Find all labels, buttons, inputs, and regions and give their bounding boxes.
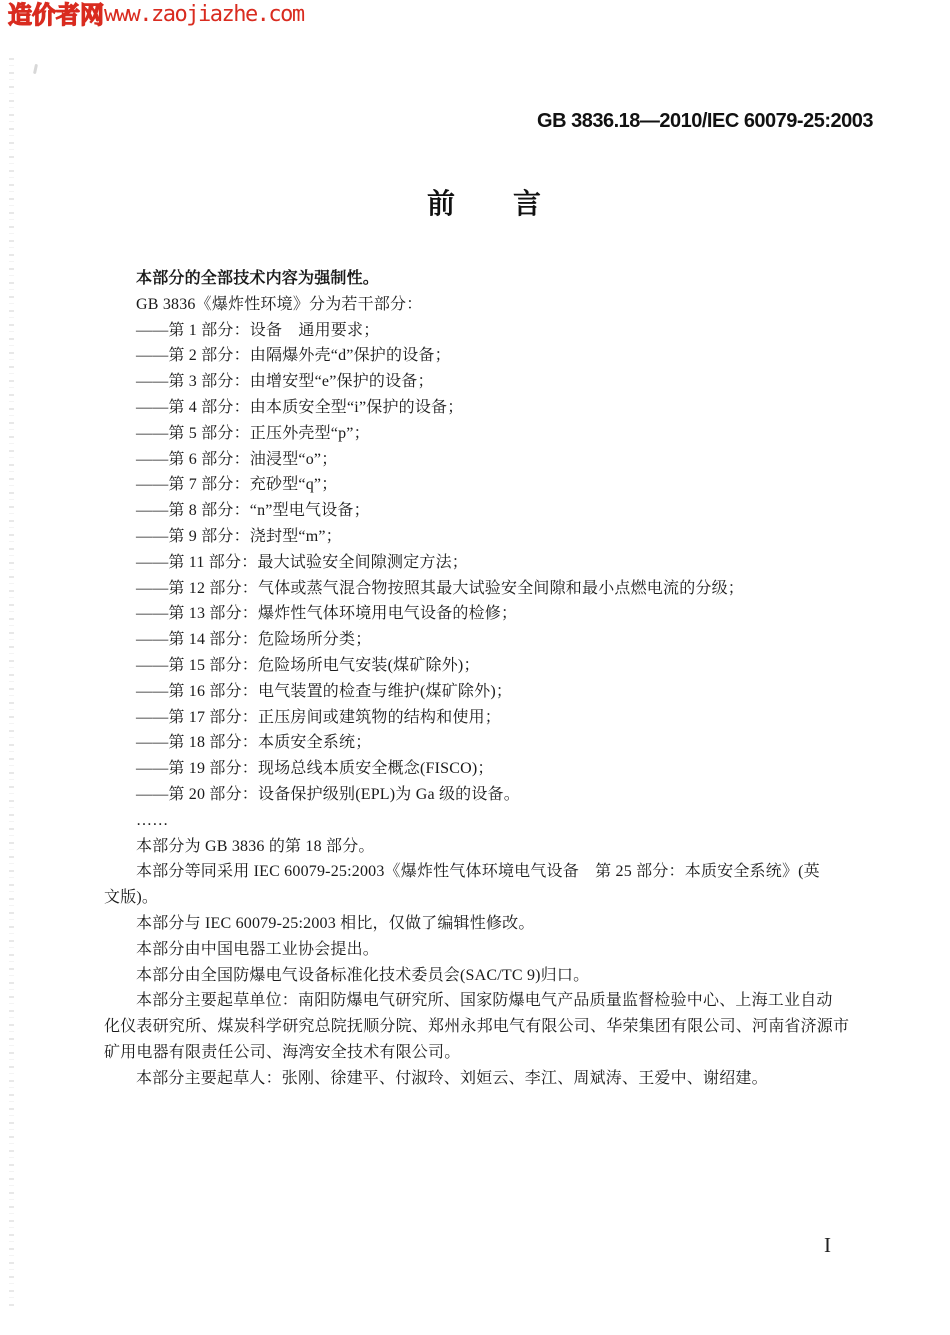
foreword-body — [104, 266, 850, 1092]
page-title-char-right: 言 — [513, 188, 542, 219]
parts-list-item: ——第 8 部分：“n”型电气设备； — [136, 502, 370, 520]
parts-list-item: ——第 13 部分：爆炸性气体环境用电气设备的检修； — [136, 605, 518, 623]
parts-list-item: ——第 16 部分：电气装置的检查与维护(煤矿除外)； — [136, 682, 513, 700]
parts-list-item: ——第 15 部分：危险场所电气安装(煤矿除外)； — [136, 656, 480, 674]
page-title — [0, 190, 950, 218]
parts-list-item: ——第 14 部分：危险场所分类； — [136, 631, 372, 649]
foreword-paragraph-line: 化仪表研究所、煤炭科学研究总院抚顺分院、郑州永邦电气有限公司、华荣集团有限公司、河南省济源市 — [104, 1018, 850, 1036]
watermark — [8, 2, 304, 28]
parts-list-item: ——第 2 部分：由隔爆外壳“d”保护的设备； — [136, 347, 451, 365]
parts-list-item: ——第 11 部分：最大试验安全间隙测定方法； — [136, 553, 469, 571]
scan-smudge-artifact — [33, 64, 38, 74]
foreword-paragraph-line: 本部分与 IEC 60079-25:2003 相比，仅做了编辑性修改。 — [136, 914, 535, 932]
foreword-paragraph-line: 文版)。 — [104, 889, 159, 907]
foreword-paragraph-line: 本部分为 GB 3836 的第 18 部分。 — [136, 837, 375, 855]
parts-list — [104, 318, 846, 808]
foreword-paragraph-line: 本部分主要起草人：张刚、徐建平、付淑玲、刘姮云、李江、周斌涛、王爱中、谢绍建。 — [136, 1069, 768, 1087]
parts-list-item: ——第 17 部分：正压房间或建筑物的结构和使用； — [136, 708, 502, 726]
standard-number: GB 3836.18—2010/IEC 60079-25:2003 — [537, 110, 873, 132]
parts-list-item: ——第 6 部分：油浸型“o”； — [136, 450, 338, 468]
watermark-site-url: www.zaojiazhe.com — [104, 2, 304, 27]
foreword-paragraph-line: 本部分由全国防爆电气设备标准化技术委员会(SAC/TC 9)归口。 — [136, 966, 590, 984]
parts-list-item: ——第 1 部分：设备 通用要求； — [136, 321, 380, 339]
parts-list-item: ——第 7 部分：充砂型“q”； — [136, 476, 338, 494]
closing-paragraphs — [104, 834, 850, 1092]
parts-list-item: ——第 20 部分：设备保护级别(EPL)为 Ga 级的设备。 — [136, 785, 520, 803]
mandatory-statement: 本部分的全部技术内容为强制性。 — [136, 270, 380, 287]
parts-list-item: ——第 12 部分：气体或蒸气混合物按照其最大试验安全间隙和最小点燃电流的分级； — [136, 579, 745, 597]
parts-list-item: ——第 18 部分：本质安全系统； — [136, 734, 372, 752]
page-title-char-left: 前 — [426, 188, 455, 219]
foreword-paragraph-line: 矿用电器有限责任公司、海湾安全技术有限公司。 — [104, 1043, 461, 1061]
watermark-site-name: 造价者网 — [8, 1, 104, 29]
foreword-paragraph-line: 本部分由中国电器工业协会提出。 — [136, 940, 380, 958]
foreword-paragraph-line: 本部分等同采用 IEC 60079-25:2003《爆炸性气体环境电气设备 第 25 部分：本质安全系统》(英 — [136, 863, 820, 881]
scan-edge-artifact — [9, 58, 14, 1308]
series-intro: GB 3836《爆炸性环境》分为若干部分： — [136, 295, 423, 313]
parts-list-item: ——第 9 部分：浇封型“m”； — [136, 527, 342, 545]
page-number: I — [824, 1233, 831, 1257]
parts-list-item: ——第 4 部分：由本质安全型“i”保护的设备； — [136, 398, 464, 416]
ellipsis-line: …… — [136, 811, 169, 829]
parts-list-item: ——第 19 部分：现场总线本质安全概念(FISCO)； — [136, 760, 494, 778]
foreword-paragraph-line: 本部分主要起草单位：南阳防爆电气研究所、国家防爆电气产品质量监督检验中心、上海工业自动 — [136, 992, 833, 1010]
parts-list-item: ——第 3 部分：由增安型“e”保护的设备； — [136, 373, 434, 391]
parts-list-item: ——第 5 部分：正压外壳型“p”； — [136, 424, 370, 442]
